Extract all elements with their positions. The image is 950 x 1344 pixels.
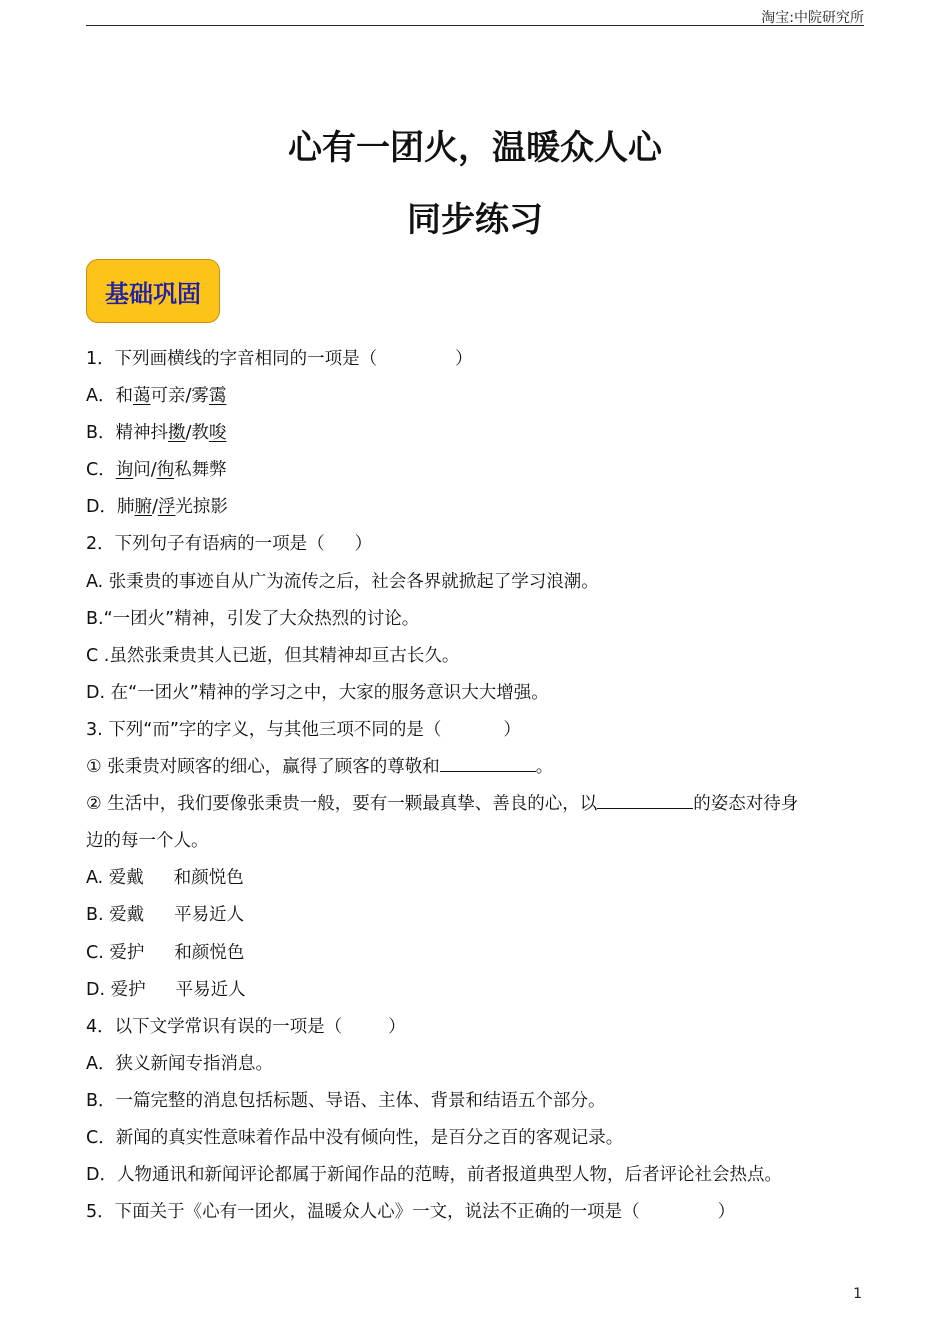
option-4b — [86, 1083, 866, 1120]
exercise-list — [86, 341, 866, 1231]
option-text: 问/ — [133, 460, 157, 481]
sentence-text: ② 生活中，我们要像张秉贵一般，要有一颗最真挚、善良的心，以 — [86, 794, 598, 815]
sentence-1 — [86, 749, 866, 786]
header-divider — [86, 25, 864, 26]
option-2a: A. 张秉贵的事迹自从广为流传之后，社会各界就掀起了学习浪潮。 — [86, 571, 599, 592]
answer-blank[interactable] — [597, 792, 693, 809]
underlined-char: 霭 — [208, 386, 227, 407]
option-2c: C .虽然张秉贵其人已逝，但其精神却亘古长久。 — [86, 645, 460, 666]
question-paren: ） — [503, 719, 521, 740]
option-label: B． — [86, 1090, 116, 1111]
option-2d: D. 在“一团火”精神的学习之中，大家的服务意识大大增强。 — [86, 682, 549, 703]
option-2b: B.“一团火”精神，引发了大众热烈的讨论。 — [86, 608, 420, 629]
question-stem: 以下文学常识有误的一项是（ — [114, 1016, 343, 1037]
question-4 — [86, 1009, 866, 1046]
question-paren: ） — [717, 1202, 736, 1223]
sentence-text: 的姿态对待身 — [693, 794, 799, 815]
question-paren: ） — [388, 1016, 406, 1037]
question-3 — [86, 712, 866, 749]
option-3d — [86, 972, 866, 1009]
question-stem: 下列画横线的字音相同的一项是（ — [114, 349, 378, 369]
page-subtitle: 同步练习 — [407, 200, 543, 240]
option-text: /教 — [185, 423, 209, 444]
section-badge: 基础巩固 — [86, 259, 220, 323]
option-text: 人物通讯和新闻评论都属于新闻作品的范畴，前者报道典型人物，后者评论社会热点。 — [116, 1165, 782, 1186]
option-label: C． — [86, 1127, 116, 1148]
option-1d — [86, 489, 866, 526]
option-label: C. 爱护 — [86, 942, 145, 963]
question-number: 4． — [86, 1016, 115, 1037]
option-label: C． — [86, 460, 116, 481]
option-text: 私舞弊 — [174, 460, 227, 481]
sentence-text: 。 — [535, 757, 554, 778]
option-4d — [86, 1157, 866, 1194]
option-text: 光掠影 — [175, 497, 228, 518]
option-label: D． — [86, 1165, 117, 1186]
option-3b — [86, 897, 866, 934]
option-text: 精神抖 — [115, 423, 169, 444]
sentence-2 — [86, 786, 866, 823]
header-source: 淘宝:中院研究所 — [761, 10, 864, 26]
underlined-char: 蔼 — [132, 386, 151, 407]
option-4c — [86, 1120, 866, 1157]
option-text: 肺 — [116, 497, 135, 518]
question-stem: 下列句子有语病的一项是（ — [114, 534, 325, 555]
answer-blank[interactable] — [440, 755, 536, 772]
option-label: A． — [86, 1053, 116, 1074]
option-label: D． — [86, 497, 117, 518]
underlined-char: 浮 — [157, 497, 176, 518]
underlined-char: 擞 — [168, 423, 186, 444]
question-5 — [86, 1194, 866, 1231]
question-2 — [86, 526, 866, 563]
option-text: 和 — [115, 386, 133, 407]
question-stem: 下面关于《心有一团火，温暖众人心》一文，说法不正确的一项是（ — [114, 1202, 640, 1223]
option-text: 一篇完整的消息包括标题、导语、主体、背景和结语五个部分。 — [115, 1090, 606, 1111]
question-1 — [86, 341, 866, 378]
question-number: 5． — [86, 1202, 115, 1223]
option-1c — [86, 452, 866, 489]
option-label: A. 爱戴 — [86, 868, 144, 889]
option-label: A． — [86, 386, 116, 407]
option-1a — [86, 378, 866, 415]
option-text: 和颜悦色 — [174, 942, 245, 963]
question-number: 2． — [86, 534, 115, 555]
page-number: 1 — [853, 1286, 862, 1302]
underlined-char: 询 — [115, 460, 134, 481]
sentence-2-cont: 边的每一个人。 — [86, 831, 209, 852]
option-text: 新闻的真实性意味着作品中没有倾向性，是百分之百的客观记录。 — [115, 1127, 624, 1148]
option-text: 平易近人 — [174, 905, 245, 926]
option-text: / — [151, 497, 158, 518]
option-text: 狭义新闻专指消息。 — [115, 1053, 273, 1074]
underlined-char: 唆 — [208, 423, 227, 444]
underlined-char: 腑 — [134, 497, 152, 518]
option-label: B. 爱戴 — [86, 905, 145, 926]
sentence-text: ① 张秉贵对顾客的细心，赢得了顾客的尊敬和 — [86, 757, 440, 778]
question-stem: 3. 下列“而”字的字义，与其他三项不同的是（ — [86, 719, 442, 740]
underlined-char: 徇 — [156, 460, 175, 481]
option-1b — [86, 415, 866, 452]
option-4a — [86, 1046, 866, 1083]
page-title: 心有一团火，温暖众人心 — [288, 128, 662, 168]
option-3a — [86, 860, 866, 897]
question-paren: ） — [354, 534, 373, 555]
option-text: 平易近人 — [175, 979, 246, 1000]
option-text: 和颜悦色 — [173, 868, 244, 889]
question-paren: ） — [455, 349, 473, 369]
option-label: B． — [86, 423, 116, 444]
question-number: 1． — [86, 349, 115, 369]
option-3c — [86, 935, 866, 972]
option-label: D. 爱护 — [86, 979, 146, 1000]
option-text: 可亲/雾 — [150, 386, 209, 407]
